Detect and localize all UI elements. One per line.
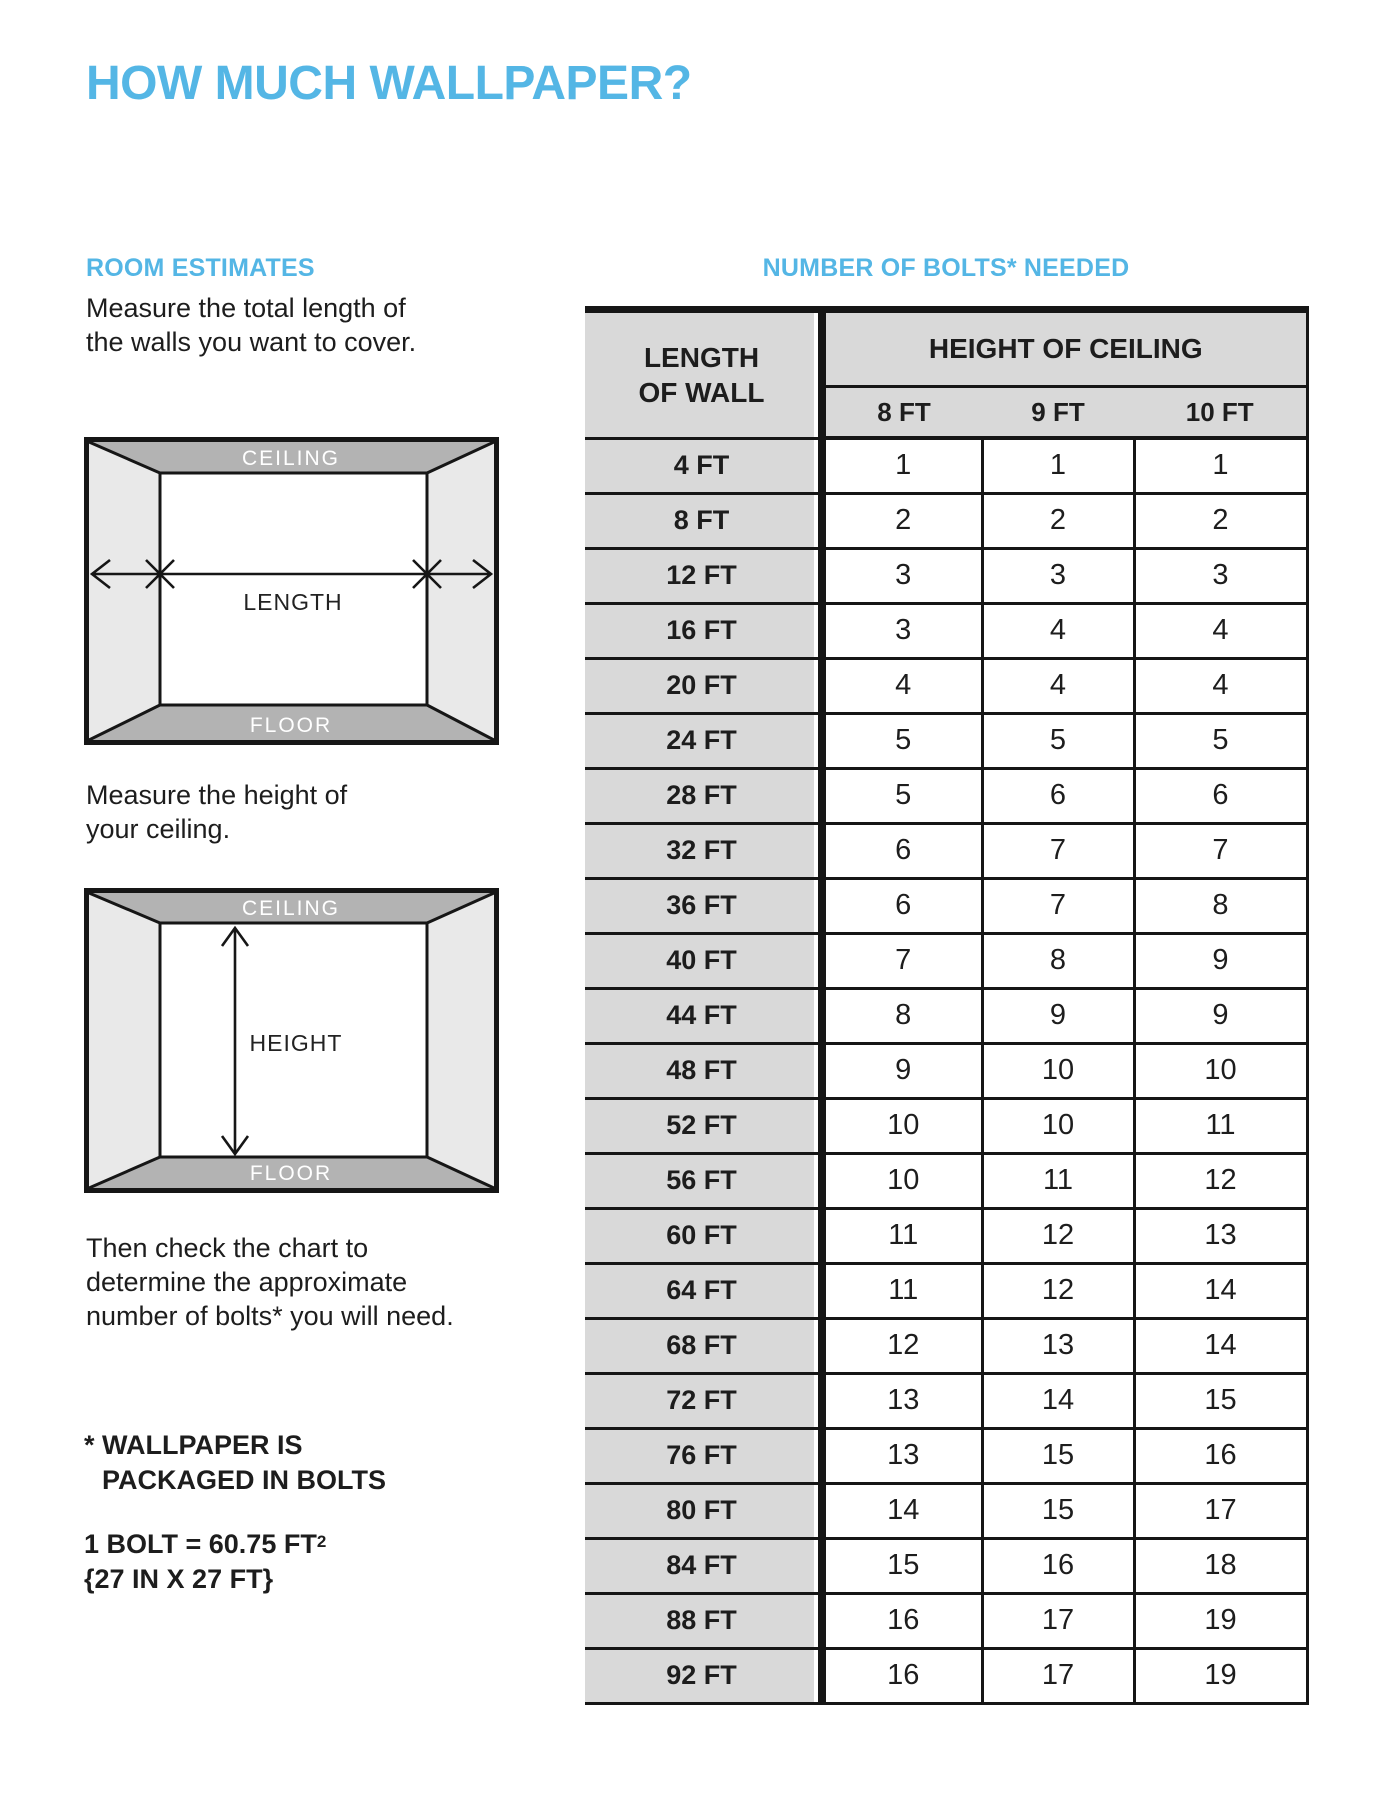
wall-length-cell: 28 FT [585,768,822,823]
instruction-measure-height [86,778,347,846]
table-row [585,823,1307,878]
floor-label: FLOOR [249,714,333,737]
wall-length-cell: 56 FT [585,1153,822,1208]
length-label: LENGTH [243,589,343,615]
bolts-value-9ft: 5 [982,713,1134,768]
bolts-value-8ft: 10 [822,1153,982,1208]
instruction-line: Then check the chart to [86,1233,369,1263]
bolts-value-10ft: 5 [1134,713,1307,768]
wall-length-cell: 4 FT [585,438,822,493]
table-row [585,1153,1307,1208]
instruction-line: your ceiling. [86,814,231,844]
bolts-value-8ft: 6 [822,823,982,878]
bolts-value-9ft: 8 [982,933,1134,988]
instruction-line: the walls you want to cover. [86,327,417,357]
wall-length-cell: 92 FT [585,1648,822,1703]
table-row [585,603,1307,658]
instruction-check-chart [86,1231,454,1333]
bolts-value-9ft: 4 [982,603,1134,658]
wall-length-cell: 32 FT [585,823,822,878]
instruction-line: determine the approximate [86,1267,408,1297]
bolts-value-8ft: 13 [822,1428,982,1483]
wall-length-cell: 16 FT [585,603,822,658]
wall-length-cell: 8 FT [585,493,822,548]
bolts-value-8ft: 4 [822,658,982,713]
column-header-9ft: 9 FT [982,387,1134,439]
left-wall [89,442,160,740]
wall-length-cell: 52 FT [585,1098,822,1153]
wall-length-cell: 64 FT [585,1263,822,1318]
bolt-spec [84,1524,326,1597]
squared-superscript: 2 [316,1532,327,1551]
bolts-value-10ft: 19 [1134,1593,1307,1648]
bolts-value-10ft: 9 [1134,933,1307,988]
bolts-value-10ft: 17 [1134,1483,1307,1538]
table-row [585,493,1307,548]
instruction-measure-length [86,291,416,359]
bolts-value-9ft: 2 [982,493,1134,548]
room-length-diagram [84,437,499,745]
table-row [585,1538,1307,1593]
bolts-value-10ft: 14 [1134,1263,1307,1318]
wall-length-cell: 88 FT [585,1593,822,1648]
bolts-value-9ft: 9 [982,988,1134,1043]
bolts-value-8ft: 3 [822,603,982,658]
table-row [585,1318,1307,1373]
row-header-cell [585,310,822,439]
bolts-value-9ft: 10 [982,1098,1134,1153]
bolts-value-9ft: 3 [982,548,1134,603]
row-header-line: LENGTH [643,341,760,373]
bolts-value-10ft: 4 [1134,658,1307,713]
bolts-value-9ft: 6 [982,768,1134,823]
column-header-8ft: 8 FT [822,387,982,439]
room-estimates-heading: ROOM ESTIMATES [86,254,315,282]
bolts-value-10ft: 16 [1134,1428,1307,1483]
bolts-value-9ft: 12 [982,1208,1134,1263]
table-row [585,1043,1307,1098]
bolts-value-8ft: 12 [822,1318,982,1373]
table-row [585,438,1307,493]
table-row [585,713,1307,768]
room-height-diagram [84,888,499,1193]
bolts-value-8ft: 8 [822,988,982,1043]
wall-length-cell: 68 FT [585,1318,822,1373]
wall-length-cell: 40 FT [585,933,822,988]
bolts-value-10ft: 19 [1134,1648,1307,1703]
bolts-value-10ft: 4 [1134,603,1307,658]
wall-length-cell: 48 FT [585,1043,822,1098]
table-row [585,1483,1307,1538]
table-row [585,768,1307,823]
footnote-line: * WALLPAPER IS [84,1430,303,1460]
bolts-value-9ft: 1 [982,438,1134,493]
bolts-value-8ft: 13 [822,1373,982,1428]
bolts-value-9ft: 15 [982,1428,1134,1483]
bolts-value-8ft: 5 [822,768,982,823]
bolts-value-9ft: 17 [982,1593,1134,1648]
bolt-equation: 1 BOLT = 60.75 $FT^2$ [84,1529,327,1559]
bolts-value-8ft: 11 [822,1208,982,1263]
table-row [585,1208,1307,1263]
bolts-value-9ft: 15 [982,1483,1134,1538]
bolts-value-10ft: 8 [1134,878,1307,933]
wall-length-cell: 60 FT [585,1208,822,1263]
wall-length-cell: 80 FT [585,1483,822,1538]
column-header-10ft: 10 FT [1134,387,1307,439]
bolts-value-9ft: 13 [982,1318,1134,1373]
bolts-value-9ft: 7 [982,878,1134,933]
bolts-value-10ft: 13 [1134,1208,1307,1263]
table-row [585,1098,1307,1153]
bolts-value-8ft: 2 [822,493,982,548]
bolts-value-10ft: 9 [1134,988,1307,1043]
wall-length-cell: 84 FT [585,1538,822,1593]
bolts-value-8ft: 14 [822,1483,982,1538]
table-row [585,1648,1307,1703]
bolts-value-10ft: 14 [1134,1318,1307,1373]
ceiling-label: CEILING [241,447,341,470]
bolts-value-9ft: 16 [982,1538,1134,1593]
wall-length-cell: 76 FT [585,1428,822,1483]
wall-length-cell: 72 FT [585,1373,822,1428]
table-row [585,658,1307,713]
bolts-value-8ft: 7 [822,933,982,988]
table-row [585,548,1307,603]
bolts-value-8ft: 9 [822,1043,982,1098]
bolt-dimensions: {27 IN X 27 FT} [84,1564,274,1594]
table-row [585,1428,1307,1483]
bolts-value-9ft: 10 [982,1043,1134,1098]
instruction-line: Measure the height of [86,780,348,810]
bolts-value-9ft: 4 [982,658,1134,713]
bolts-value-8ft: 10 [822,1098,982,1153]
bolts-value-8ft: 1 [822,438,982,493]
instruction-line: number of bolts* you will need. [86,1301,454,1331]
bolts-value-8ft: 16 [822,1593,982,1648]
table-row [585,1263,1307,1318]
bolts-value-10ft: 7 [1134,823,1307,878]
left-wall [89,893,160,1188]
bolts-value-10ft: 11 [1134,1098,1307,1153]
bolts-value-9ft: 7 [982,823,1134,878]
bolts-value-9ft: 17 [982,1648,1134,1703]
footnote-line: PACKAGED IN BOLTS [102,1465,387,1495]
wall-length-cell: 24 FT [585,713,822,768]
bolts-value-10ft: 3 [1134,548,1307,603]
bolts-value-9ft: 14 [982,1373,1134,1428]
wall-length-cell: 12 FT [585,548,822,603]
bolts-value-8ft: 11 [822,1263,982,1318]
bolts-value-10ft: 6 [1134,768,1307,823]
bolts-value-10ft: 1 [1134,438,1307,493]
table-row [585,988,1307,1043]
height-of-ceiling-header: HEIGHT OF CEILING [822,310,1307,387]
floor-label: FLOOR [249,1162,333,1185]
table-row [585,1373,1307,1428]
wall-length-cell: 20 FT [585,658,822,713]
bolts-table [585,306,1309,1705]
bolts-value-8ft: 5 [822,713,982,768]
bolts-value-9ft: 12 [982,1263,1134,1318]
right-wall [427,442,494,740]
wall-length-cell: 36 FT [585,878,822,933]
height-label: HEIGHT [249,1030,343,1056]
page-title: HOW MUCH WALLPAPER? [86,57,692,110]
instruction-line: Measure the total length of [86,293,406,323]
bolts-value-8ft: 6 [822,878,982,933]
bolts-value-8ft: 15 [822,1538,982,1593]
wallpaper-bolts-footnote [84,1428,386,1498]
right-wall [427,893,494,1188]
bolts-value-10ft: 15 [1134,1373,1307,1428]
bolts-value-10ft: 18 [1134,1538,1307,1593]
ceiling-label: CEILING [241,897,341,920]
bolt-table-body [585,438,1307,1703]
bolts-value-10ft: 2 [1134,493,1307,548]
table-row [585,933,1307,988]
table-row [585,1593,1307,1648]
bolts-value-8ft: 16 [822,1648,982,1703]
row-header-line: OF WALL [638,376,765,408]
table-row [585,878,1307,933]
wall-length-cell: 44 FT [585,988,822,1043]
bolts-value-10ft: 12 [1134,1153,1307,1208]
bolts-needed-heading: NUMBER OF BOLTS* NEEDED [762,254,1130,282]
bolts-value-8ft: 3 [822,548,982,603]
bolts-value-10ft: 10 [1134,1043,1307,1098]
bolts-value-9ft: 11 [982,1153,1134,1208]
